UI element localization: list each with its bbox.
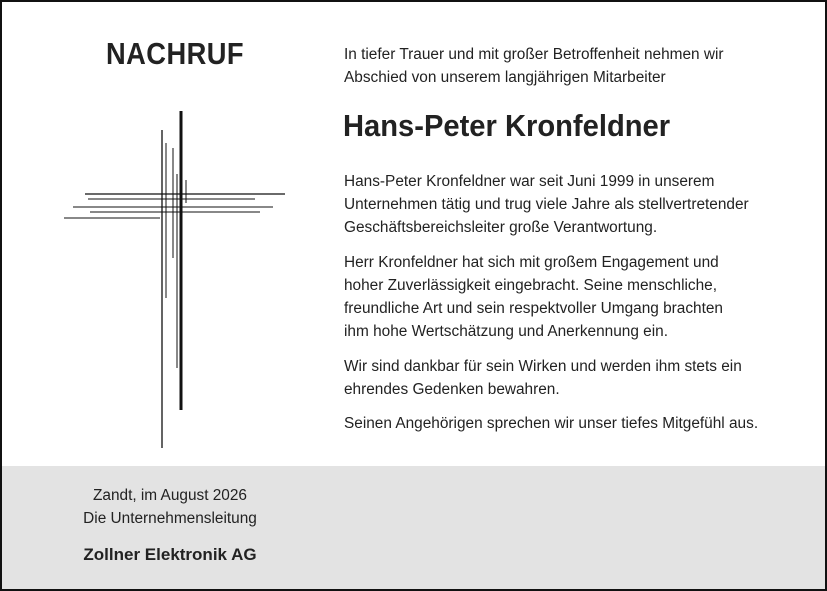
paragraph-gratitude bbox=[344, 355, 804, 401]
intro-text bbox=[344, 43, 784, 89]
paragraph-line: Seinen Angehörigen sprechen wir unser tiefes Mitgefühl aus. bbox=[344, 415, 759, 432]
paragraph-line: ehrendes Gedenken bewahren. bbox=[344, 381, 560, 398]
headline: NACHRUF bbox=[106, 36, 244, 71]
footer bbox=[2, 466, 825, 589]
signatory: Die Unternehmensleitung bbox=[83, 510, 257, 527]
paragraph-character bbox=[344, 251, 804, 343]
place-date: Zandt, im August 2026 bbox=[92, 487, 247, 504]
paragraph-career bbox=[344, 170, 804, 239]
paragraph-condolences bbox=[344, 412, 804, 435]
paragraph-line: ihm hohe Wertschätzung und Anerkennung ein. bbox=[344, 323, 668, 340]
paragraph-line: Wir sind dankbar für sein Wirken und werden ihm stets ein bbox=[344, 358, 742, 375]
paragraph-line: Geschäftsbereichsleiter große Verantwortung. bbox=[344, 219, 658, 236]
intro-line: Abschied von unserem langjährigen Mitarbeiter bbox=[344, 69, 666, 86]
deceased-name: Hans-Peter Kronfeldner bbox=[343, 108, 671, 143]
paragraph-line: Hans-Peter Kronfeldner war seit Juni 1999 in unserem bbox=[344, 173, 715, 190]
paragraph-line: freundliche Art und sein respektvoller Umgang brachten bbox=[344, 300, 723, 317]
intro-line: In tiefer Trauer und mit großer Betroffenheit nehmen wir bbox=[344, 46, 724, 63]
paragraph-line: hoher Zuverlässigkeit eingebracht. Seine menschliche, bbox=[344, 277, 717, 294]
paragraph-line: Herr Kronfeldner hat sich mit großem Engagement und bbox=[344, 254, 719, 271]
paragraph-line: Unternehmen tätig und trug viele Jahre als stellvertretender bbox=[344, 196, 749, 213]
company-name: Zollner Elektronik AG bbox=[83, 545, 257, 564]
memorial-cross-icon bbox=[60, 108, 292, 453]
